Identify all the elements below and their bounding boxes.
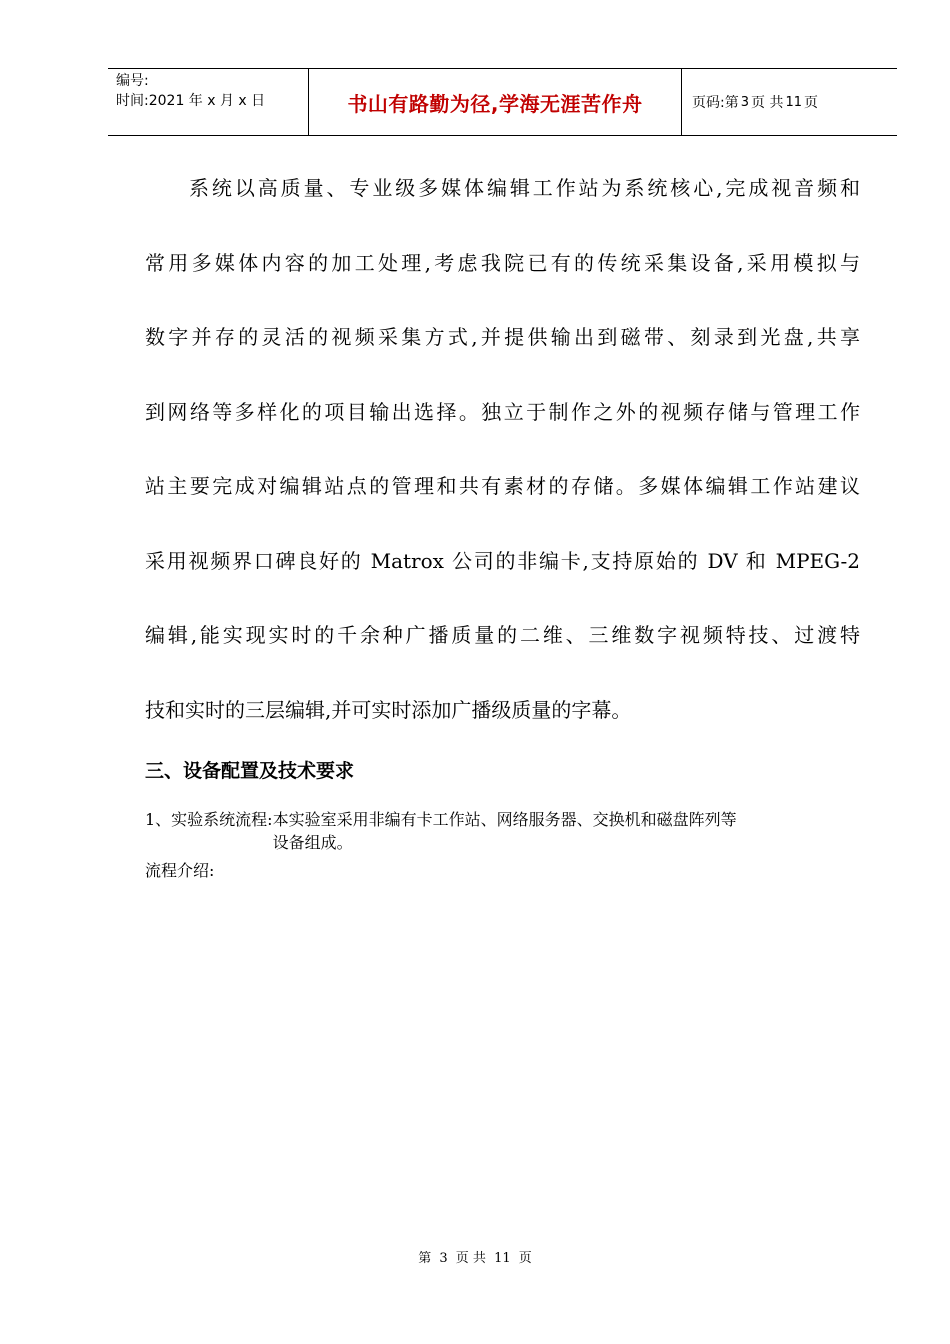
page-header bbox=[108, 68, 897, 136]
body-line: 系统以高质量、专业级多媒体编辑工作站为系统核心,完成视音频和 bbox=[189, 176, 860, 200]
flow-intro-label: 流程介绍: bbox=[145, 861, 215, 880]
item-text-line: 设备组成。 bbox=[272, 833, 353, 852]
body-line: 到网络等多样化的项目输出选择。独立于制作之外的视频存储与管理工作 bbox=[145, 399, 860, 424]
footer-page-current: 3 bbox=[439, 1251, 448, 1266]
item-text-line: 本实验室采用非编有卡工作站、网络服务器、交换机和磁盘阵列等 bbox=[272, 810, 737, 829]
body-line: 站主要完成对编辑站点的管理和共有素材的存储。多媒体编辑工作站建议 bbox=[145, 474, 860, 498]
body-line: 技和实时的三层编辑,并可实时添加广播级质量的字幕。 bbox=[145, 697, 632, 722]
page-footer bbox=[0, 1247, 950, 1266]
body-line: 编辑,能实现实时的千余种广播质量的二维、三维数字视频特技、过渡特 bbox=[145, 623, 860, 647]
body-line: 采用视频界口碑良好的 Matrox 公司的非编卡,支持原始的 DV 和 MPEG-2 bbox=[145, 548, 860, 573]
page-current: 3 bbox=[740, 94, 749, 110]
footer-suffix: 页 bbox=[518, 1251, 532, 1266]
document-number-label: 编号: bbox=[116, 73, 149, 89]
footer-prefix: 第 bbox=[418, 1251, 432, 1266]
footer-middle: 页 共 bbox=[455, 1251, 486, 1266]
body-line: 常用多媒体内容的加工处理,考虑我院已有的传统采集设备,采用模拟与 bbox=[145, 250, 860, 275]
body-paragraph bbox=[145, 151, 860, 747]
page-suffix: 页 bbox=[804, 95, 818, 111]
page-middle: 页 共 bbox=[751, 95, 784, 111]
header-motto: 书山有路勤为径,学海无涯苦作舟 bbox=[347, 91, 643, 116]
list-item bbox=[145, 808, 865, 854]
page-label: 页码:第 bbox=[692, 95, 739, 111]
section-heading: 三、设备配置及技术要求 bbox=[145, 760, 355, 782]
item-label: 1、实验系统流程: bbox=[145, 810, 273, 829]
header-meta-cell bbox=[108, 69, 309, 135]
document-date: 时间:2021 年 x 月 x 日 bbox=[116, 93, 266, 109]
body-line: 数字并存的灵活的视频采集方式,并提供输出到磁带、刻录到光盘,共享 bbox=[145, 325, 860, 349]
header-motto-cell bbox=[309, 69, 682, 135]
footer-page-total: 11 bbox=[494, 1251, 511, 1266]
item-text bbox=[273, 808, 865, 854]
page-total: 11 bbox=[785, 94, 802, 110]
header-page-cell bbox=[682, 69, 897, 135]
